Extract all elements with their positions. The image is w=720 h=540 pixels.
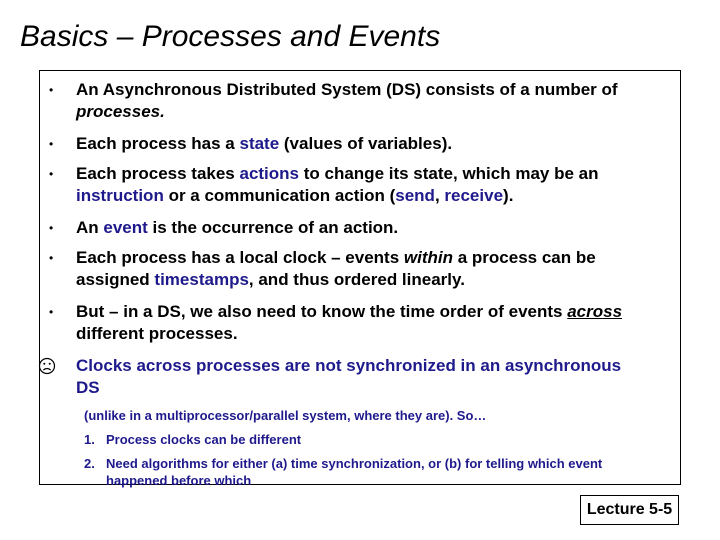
content-box: [39, 70, 681, 488]
bullet-dot: •: [49, 167, 54, 181]
numbered-item-2: 2. Need algorithms for either (a) time synchronization, or (b) for telling which event happened before which: [84, 456, 603, 488]
bullet-event: • An event is the occurrence of an action.: [49, 218, 399, 237]
numbered-item-1: 1. Process clocks can be different: [84, 432, 302, 447]
bullet-actions: • Each process takes actions to change its state, which may be an instruction or a communication action (send, receive).: [49, 164, 599, 205]
bullet-dot: •: [49, 305, 54, 319]
note-text: (unlike in a multiprocessor/parallel system, where they are). So…: [84, 408, 487, 423]
bullet-local-clock: • Each process has a local clock – events within a process can be assigned timestamps, and thus ordered linearly.: [49, 248, 596, 289]
bullet-dot: •: [49, 83, 54, 97]
slide-title: Basics – Processes and Events: [20, 20, 441, 53]
bullet-dot: •: [49, 221, 54, 235]
bullet-dot: •: [49, 251, 54, 265]
bullet-processes: • An Asynchronous Distributed System (DS) consists of a number of processes.: [49, 80, 618, 121]
lecture-number-badge: Lecture 5-5: [580, 495, 679, 525]
bullet-time-order: • But – in a DS, we also need to know the time order of events across different processes.: [49, 302, 623, 343]
bullet-state: • Each process has a state (values of variables).: [49, 134, 453, 153]
frown-face-icon: [38, 357, 56, 375]
bullet-dot: •: [49, 137, 54, 151]
bullet-clocks-not-synchronized: Clocks across processes are not synchronized in an asynchronous DS: [76, 355, 676, 399]
